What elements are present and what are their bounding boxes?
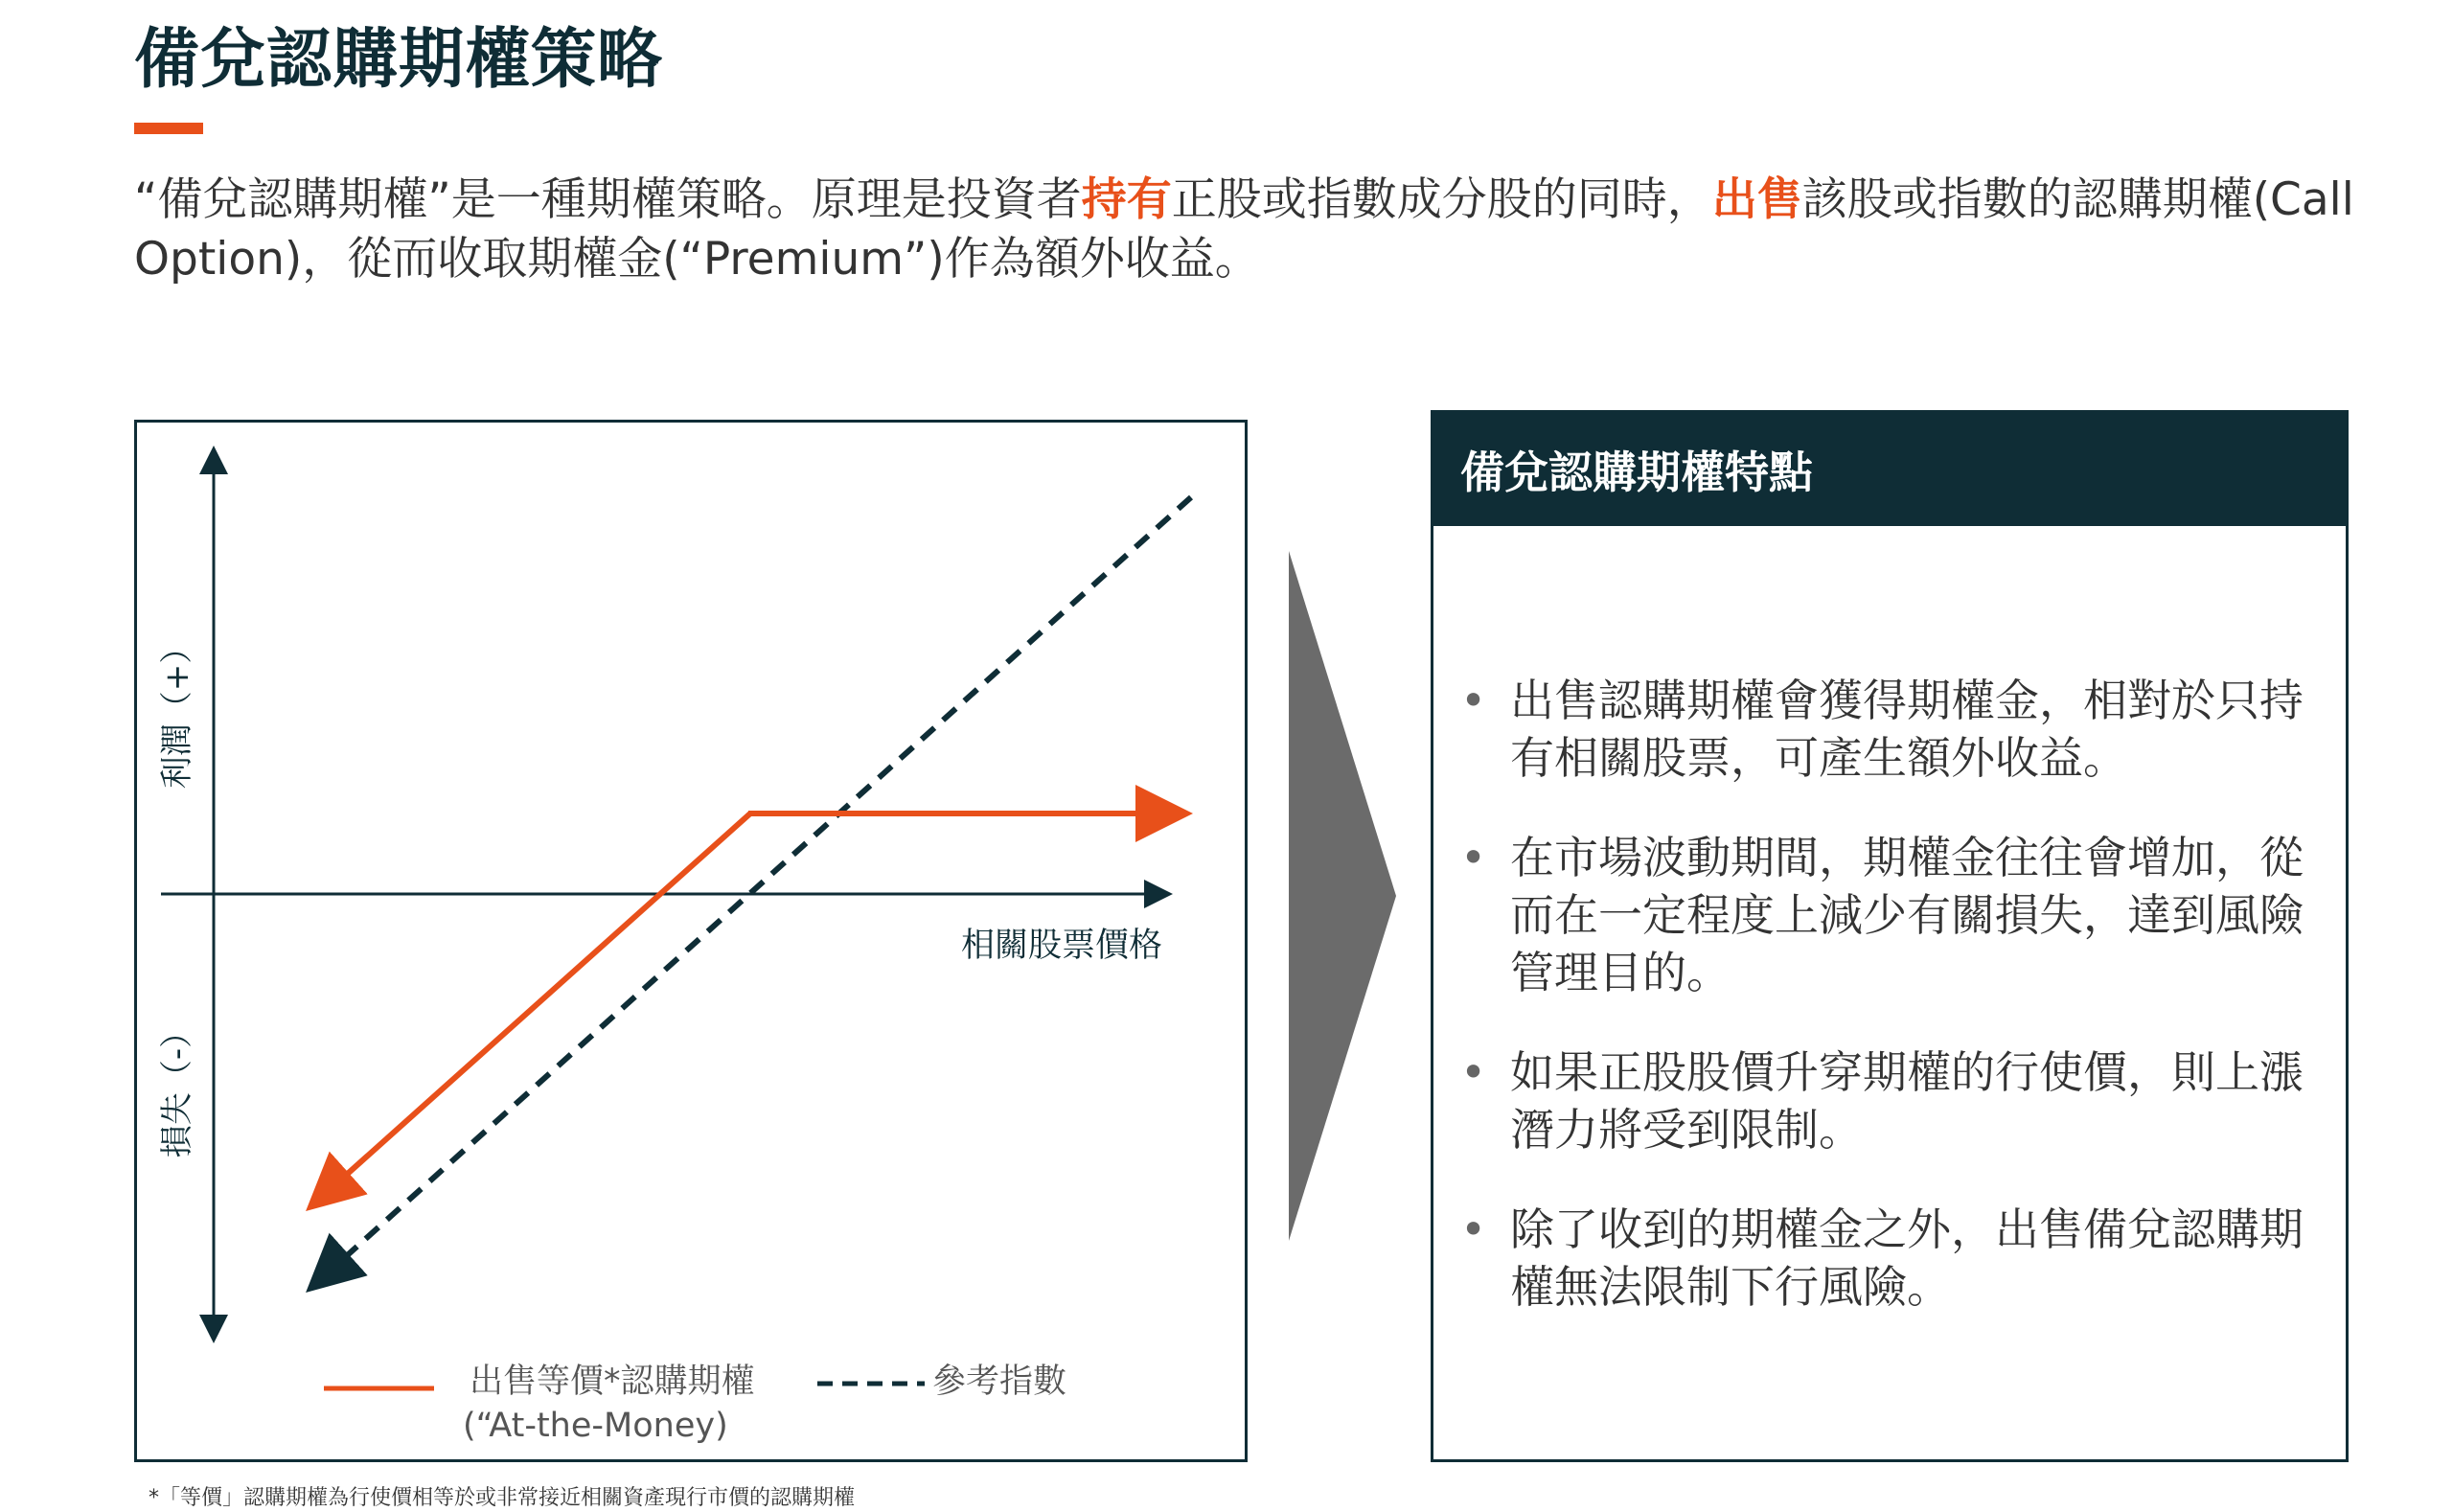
feature-text: 如果正股股價升穿期權的行使價，則上漲潛力將受到限制。	[1510, 1046, 2304, 1156]
page-title: 備兌認購期權策略	[134, 22, 664, 98]
bullet-icon: •	[1460, 832, 1487, 883]
y-label-loss: 損失（-）	[158, 1015, 196, 1158]
chevron-arrow-icon	[1289, 551, 1396, 1241]
bullet-icon: •	[1460, 1046, 1487, 1098]
features-panel-title: 備兌認購期權特點	[1433, 413, 2346, 526]
legend-reference-label: 參考指數	[932, 1363, 1067, 1401]
feature-text: 出售認購期權會獲得期權金，相對於只持有相關股票，可產生額外收益。	[1510, 675, 2304, 784]
footnote: *「等價」認購期權為行使價相等於或非常接近相關資產現行市價的認購期權	[149, 1486, 856, 1510]
feature-text: 在市場波動期間，期權金往往會增加，從而在一定程度上減少有關損失，達到風險管理目的。	[1510, 832, 2304, 998]
covered-call-slope-segment	[314, 813, 750, 1203]
y-label-profit: 利潤（+）	[158, 630, 196, 790]
reference-index-line	[314, 497, 1191, 1285]
title-accent-bar	[134, 123, 203, 134]
legend-sold-sublabel: (“At-the-Money)	[463, 1407, 728, 1445]
payoff-diagram-svg	[137, 423, 1250, 1465]
feature-text: 除了收到的期權金之外，出售備兌認購期權無法限制下行風險。	[1510, 1203, 2304, 1313]
intro-paragraph	[134, 171, 2367, 289]
feature-item	[1460, 829, 2313, 1001]
intro-highlight-hold: 持有	[1081, 173, 1172, 226]
payoff-diagram	[134, 420, 1248, 1462]
features-list	[1460, 672, 2313, 1358]
intro-text-2: 正股或指數成分股的同時，	[1171, 173, 1712, 226]
bullet-icon: •	[1460, 1203, 1487, 1255]
intro-highlight-sell: 出售	[1711, 173, 1802, 226]
feature-item	[1460, 1201, 2313, 1316]
features-panel	[1431, 410, 2349, 1462]
feature-item	[1460, 672, 2313, 787]
intro-text-1: “備兌認購期權”是一種期權策略。原理是投資者	[134, 173, 1082, 226]
bullet-icon: •	[1460, 675, 1487, 726]
feature-item	[1460, 1043, 2313, 1158]
x-label: 相關股票價格	[960, 927, 1162, 965]
legend-sold-label: 出售等價*認購期權	[470, 1363, 755, 1401]
intro-text-3: 該股或指數的認購期權(Call Option)，從而收取期權金(“Premium”)作為額外收益。	[134, 173, 2354, 286]
